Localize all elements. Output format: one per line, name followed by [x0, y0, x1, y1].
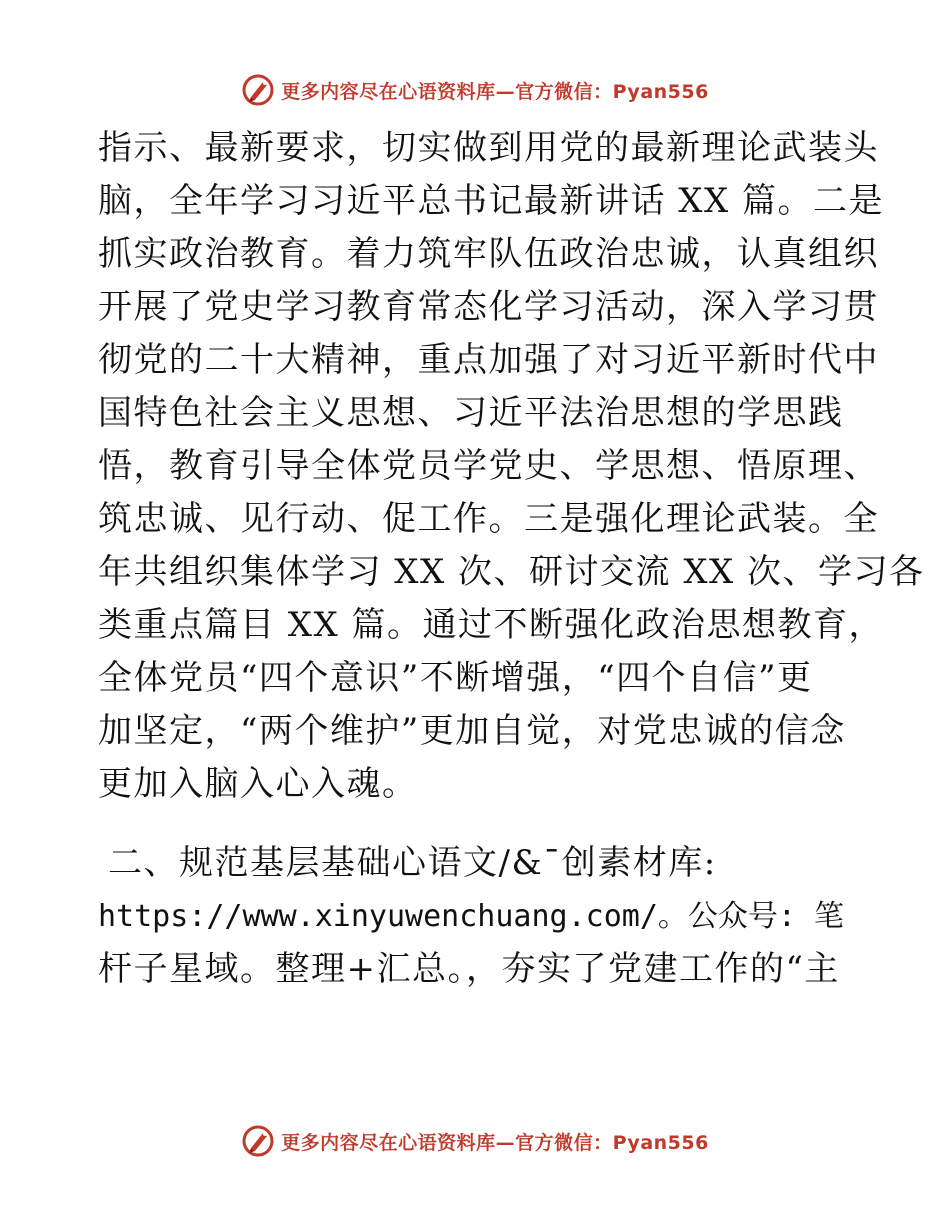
text-line: 加坚定，“两个维护”更加自觉，对党忠诚的信念 — [98, 711, 846, 751]
text-line: 杆子星域。整理+汇总。，夯实了党建工作的“主 — [98, 949, 840, 989]
text-line: 开展了党史学习教育常态化学习活动，深入学习贯 — [98, 287, 879, 327]
header-banner-text: 更多内容尽在心语资料库—官方微信：Pyan556 — [281, 80, 709, 103]
text-line: 筑忠诚、见行动、促工作。三是强化理论武装。全 — [98, 499, 879, 539]
paragraph-1 — [98, 122, 925, 811]
red-pen-logo-icon — [241, 73, 275, 107]
text-line: 抓实政治教育。着力筑牢队伍政治忠诚，认真组织 — [98, 234, 879, 274]
text-line: 全体党员“四个意识”不断增强，“四个自信”更 — [98, 658, 813, 698]
text-line: 脑，全年学习习近平总书记最新讲话 XX 篇。二是 — [98, 181, 885, 221]
document-body — [98, 122, 925, 996]
text-line: 类重点篇目 XX 篇。通过不断强化政治思想教育， — [98, 605, 885, 645]
header-banner — [0, 70, 950, 110]
footer-banner — [0, 1121, 950, 1161]
paragraph-2 — [98, 837, 858, 996]
text-line-url: https://www.xinyuwenchuang.com/。公众号: 笔 — [98, 899, 845, 934]
text-line: 更加入脑入心入魂。 — [98, 764, 418, 804]
section-heading: 二、规范基层基础心语文/&¯创素材库: — [108, 843, 717, 883]
footer-banner-text: 更多内容尽在心语资料库—官方微信：Pyan556 — [281, 1131, 709, 1154]
text-line: 国特色社会主义思想、习近平法治思想的学思践 — [98, 393, 844, 433]
text-line: 彻党的二十大精神，重点加强了对习近平新时代中 — [98, 340, 879, 380]
text-line: 悟，教育引导全体党员学党史、学思想、悟原理、 — [98, 446, 879, 486]
text-line: 年共组织集体学习 XX 次、研讨交流 XX 次、学习各 — [98, 552, 925, 592]
red-pen-logo-icon — [241, 1124, 275, 1158]
text-line: 指示、最新要求，切实做到用党的最新理论武装头 — [98, 128, 879, 168]
